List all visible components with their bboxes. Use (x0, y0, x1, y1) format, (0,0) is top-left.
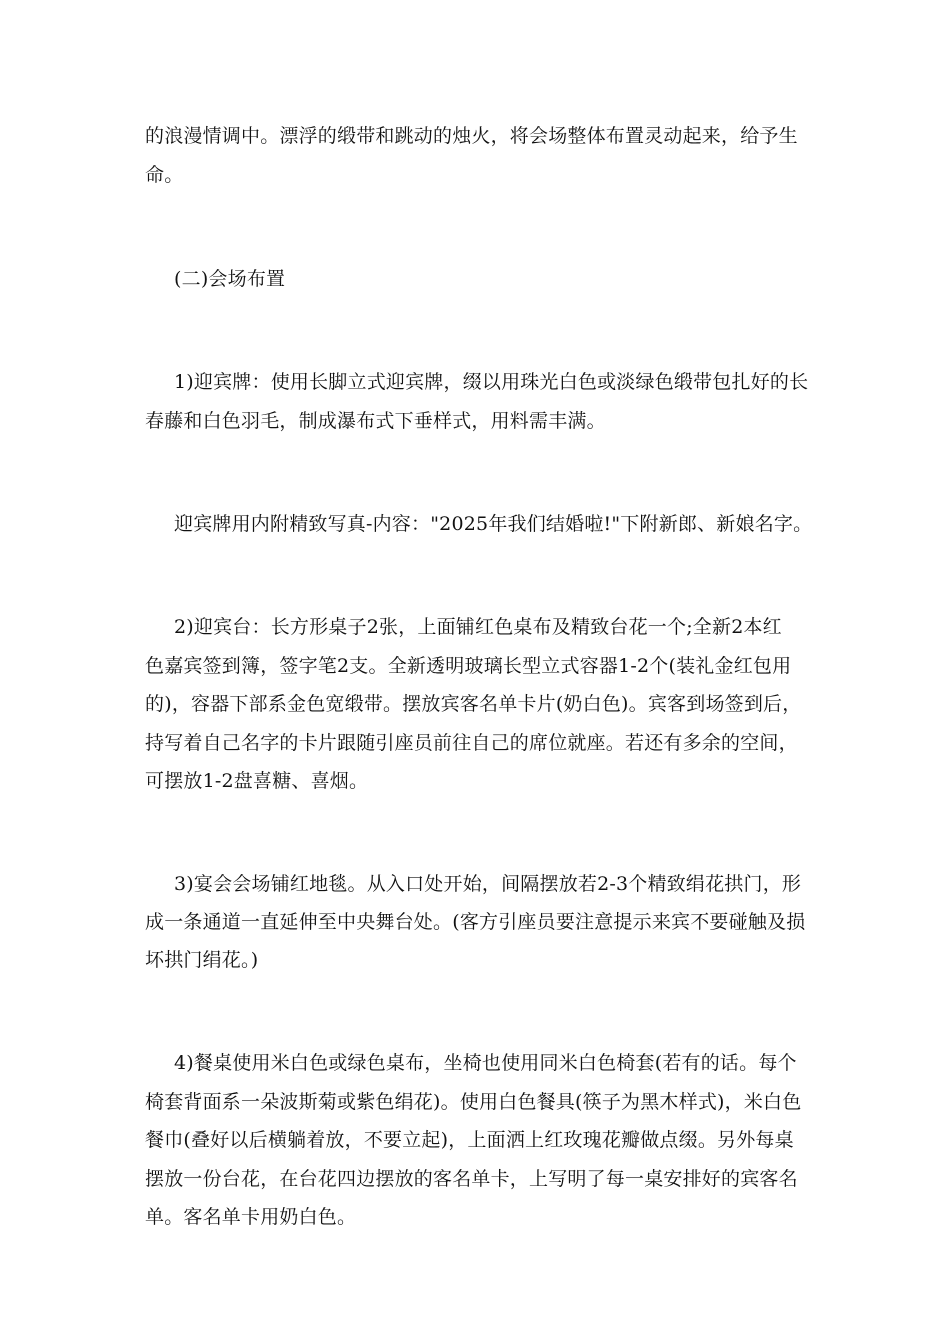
paragraph-line: 色嘉宾签到簿，签字笔2支。全新透明玻璃长型立式容器1-2个(装礼金红包用 (145, 655, 792, 677)
paragraph-line: 餐巾(叠好以后横躺着放，不要立起)，上面洒上红玫瑰花瓣做点缀。另外每桌 (145, 1129, 794, 1151)
paragraph-line: 椅套背面系一朵波斯菊或紫色绢花)。使用白色餐具(筷子为黑木样式)，米白色 (145, 1091, 802, 1113)
paragraph-line: 春藤和白色羽毛，制成瀑布式下垂样式，用料需丰满。 (145, 410, 606, 432)
paragraph-line: 成一条通道一直延伸至中央舞台处。(客方引座员要注意提示来宾不要碰触及损 (145, 911, 806, 933)
paragraph-line: 3)宴会会场铺红地毯。从入口处开始，间隔摆放若2-3个精致绢花拱门，形 (174, 873, 802, 895)
paragraph-line: 迎宾牌用内附精致写真-内容："2025年我们结婚啦!"下附新郎、新娘名字。 (174, 513, 813, 535)
paragraph-line: 持写着自己名字的卡片跟随引座员前往自己的席位就座。若还有多余的空间， (145, 732, 798, 754)
section-heading: (二)会场布置 (174, 268, 286, 290)
paragraph-line: 坏拱门绢花。) (145, 949, 259, 971)
paragraph-line: 的)，容器下部系金色宽缎带。摆放宾客名单卡片(奶白色)。宾客到场签到后， (145, 693, 802, 715)
paragraph-line: 可摆放1-2盘喜糖、喜烟。 (145, 770, 369, 792)
paragraph-line: 单。客名单卡用奶白色。 (145, 1206, 357, 1228)
paragraph-line: 2)迎宾台：长方形桌子2张，上面铺红色桌布及精致台花一个;全新2本红 (174, 616, 782, 638)
paragraph-line: 的浪漫情调中。漂浮的缎带和跳动的烛火，将会场整体布置灵动起来，给予生 (145, 125, 798, 147)
paragraph-line: 摆放一份台花，在台花四边摆放的客名单卡，上写明了每一桌安排好的宾客名 (145, 1168, 798, 1190)
paragraph-line: 命。 (145, 164, 184, 186)
paragraph-line: 4)餐桌使用米白色或绿色桌布，坐椅也使用同米白色椅套(若有的话。每个 (174, 1052, 797, 1074)
paragraph-line: 1)迎宾牌：使用长脚立式迎宾牌，缀以用珠光白色或淡绿色缎带包扎好的长 (174, 371, 809, 393)
